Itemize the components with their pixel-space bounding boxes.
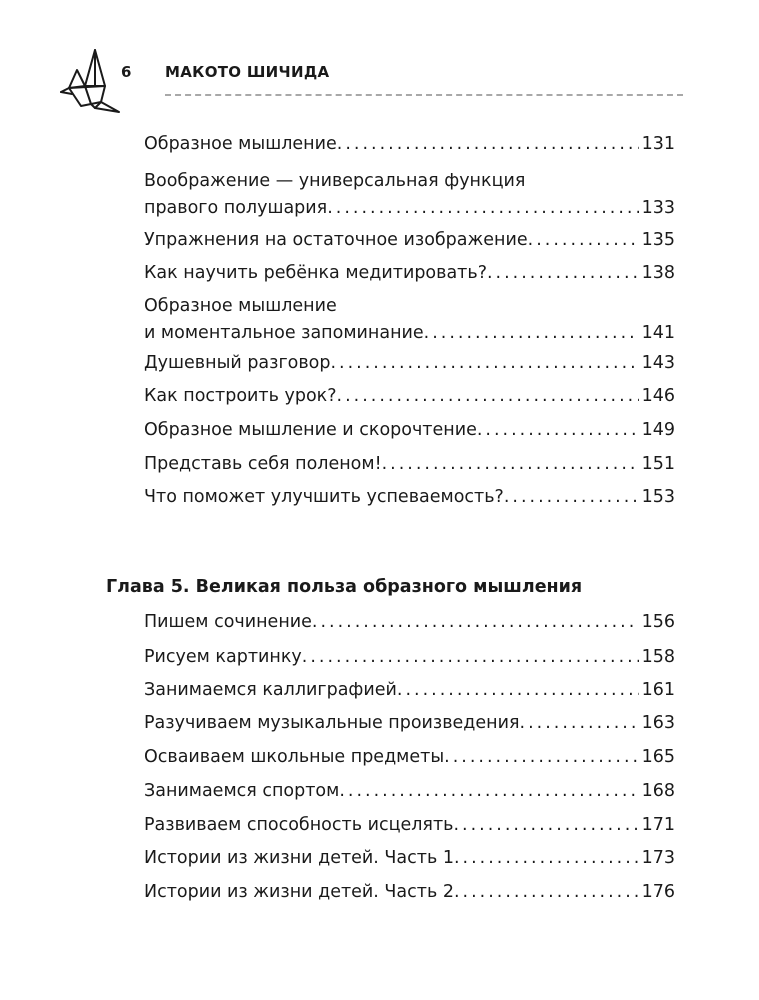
toc-leader-dots bbox=[312, 610, 639, 635]
toc-entry-page: 135 bbox=[641, 230, 675, 250]
toc-leader-dots bbox=[302, 645, 639, 670]
toc-entry bbox=[144, 485, 675, 510]
toc-entry-title: Истории из жизни детей. Часть 1 bbox=[144, 848, 454, 868]
toc-entry-page: 168 bbox=[641, 781, 675, 801]
toc-entry bbox=[144, 384, 675, 409]
toc-leader-dots bbox=[504, 485, 639, 510]
toc-entry bbox=[144, 294, 675, 346]
toc-entry bbox=[144, 813, 675, 838]
toc-entry bbox=[144, 779, 675, 804]
toc-entry-title: Образное мышление bbox=[144, 296, 337, 316]
toc-entry-title: Воображение — универсальная функция bbox=[144, 171, 526, 191]
toc-entry-page: 146 bbox=[641, 386, 675, 406]
toc-entry bbox=[144, 711, 675, 736]
toc-leader-dots bbox=[327, 196, 638, 221]
toc-entry-title: Осваиваем школьные предметы bbox=[144, 747, 445, 767]
toc-entry-page: 158 bbox=[641, 647, 675, 667]
toc-entry bbox=[144, 132, 675, 157]
toc-entry-title: Истории из жизни детей. Часть 2 bbox=[144, 882, 454, 902]
toc-leader-dots bbox=[330, 351, 638, 376]
toc-entry bbox=[144, 351, 675, 376]
toc-entry bbox=[144, 645, 675, 670]
toc-leader-dots bbox=[477, 418, 639, 443]
toc-leader-dots bbox=[424, 321, 639, 346]
toc-leader-dots bbox=[339, 779, 638, 804]
toc-entry-page: 176 bbox=[641, 882, 675, 902]
toc-leader-dots bbox=[397, 678, 639, 703]
toc-entry-title: Душевный разговор bbox=[144, 353, 331, 373]
toc-entry-title: Как научить ребёнка медитировать? bbox=[144, 263, 487, 283]
toc-entry-page: 173 bbox=[641, 848, 675, 868]
toc-entry-title: Как построить урок? bbox=[144, 386, 337, 406]
toc-entry-title: Развиваем способность исцелять bbox=[144, 815, 454, 835]
toc-entry bbox=[144, 610, 675, 635]
toc-entry bbox=[144, 880, 675, 905]
page-number: 6 bbox=[121, 63, 132, 81]
toc-entry-title: Представь себя поленом! bbox=[144, 454, 382, 474]
toc-entry-page: 161 bbox=[641, 680, 675, 700]
toc-leader-dots bbox=[382, 452, 639, 477]
toc-entry bbox=[144, 228, 675, 253]
toc-entry bbox=[144, 452, 675, 477]
toc-entry bbox=[144, 261, 675, 286]
toc-entry-page: 143 bbox=[641, 353, 675, 373]
toc-entry-page: 138 bbox=[641, 263, 675, 283]
toc-leader-dots bbox=[528, 228, 639, 253]
toc-leader-dots bbox=[454, 846, 639, 871]
toc-entry bbox=[144, 169, 675, 221]
toc-entry-page: 163 bbox=[641, 713, 675, 733]
toc-entry-title: Занимаемся каллиграфией bbox=[144, 680, 397, 700]
toc-entry-title: Что поможет улучшить успеваемость? bbox=[144, 487, 504, 507]
toc-entry bbox=[144, 846, 675, 871]
toc-entry-page: 165 bbox=[641, 747, 675, 767]
toc-entry-title: Образное мышление и скорочтение bbox=[144, 420, 477, 440]
toc-entry-title: Занимаемся спортом bbox=[144, 781, 340, 801]
toc-leader-dots bbox=[453, 813, 638, 838]
toc-entry-page: 153 bbox=[641, 487, 675, 507]
toc-entry-page: 151 bbox=[641, 454, 675, 474]
toc-entry-title: Упражнения на остаточное изображение bbox=[144, 230, 528, 250]
toc-entry-title: Разучиваем музыкальные произведения bbox=[144, 713, 520, 733]
toc-leader-dots bbox=[454, 880, 639, 905]
toc-leader-dots bbox=[487, 261, 639, 286]
toc-entry-page: 141 bbox=[641, 323, 675, 343]
toc-entry-page: 149 bbox=[641, 420, 675, 440]
header-divider bbox=[165, 94, 683, 96]
toc-leader-dots bbox=[337, 132, 639, 157]
toc-leader-dots bbox=[520, 711, 639, 736]
toc-entry-page: 131 bbox=[641, 134, 675, 154]
toc-entry-page: 171 bbox=[641, 815, 675, 835]
toc-leader-dots bbox=[444, 745, 638, 770]
toc-entry bbox=[144, 745, 675, 770]
toc-entry-title: Пишем сочинение bbox=[144, 612, 312, 632]
toc-entry-title-continued: правого полушария bbox=[144, 198, 328, 218]
running-title: МАКОТО ШИЧИДА bbox=[165, 63, 330, 81]
toc-entry-title: Образное мышление bbox=[144, 134, 337, 154]
toc-entry-page: 156 bbox=[641, 612, 675, 632]
toc-entry bbox=[144, 678, 675, 703]
toc-entry-page: 133 bbox=[641, 198, 675, 218]
origami-bird-icon bbox=[55, 46, 121, 116]
toc-leader-dots bbox=[337, 384, 639, 409]
toc-entry bbox=[144, 418, 675, 443]
toc-entry-title: Рисуем картинку bbox=[144, 647, 302, 667]
toc-entry-title-continued: и моментальное запоминание bbox=[144, 323, 424, 343]
chapter-heading: Глава 5. Великая польза образного мышления bbox=[106, 577, 583, 597]
